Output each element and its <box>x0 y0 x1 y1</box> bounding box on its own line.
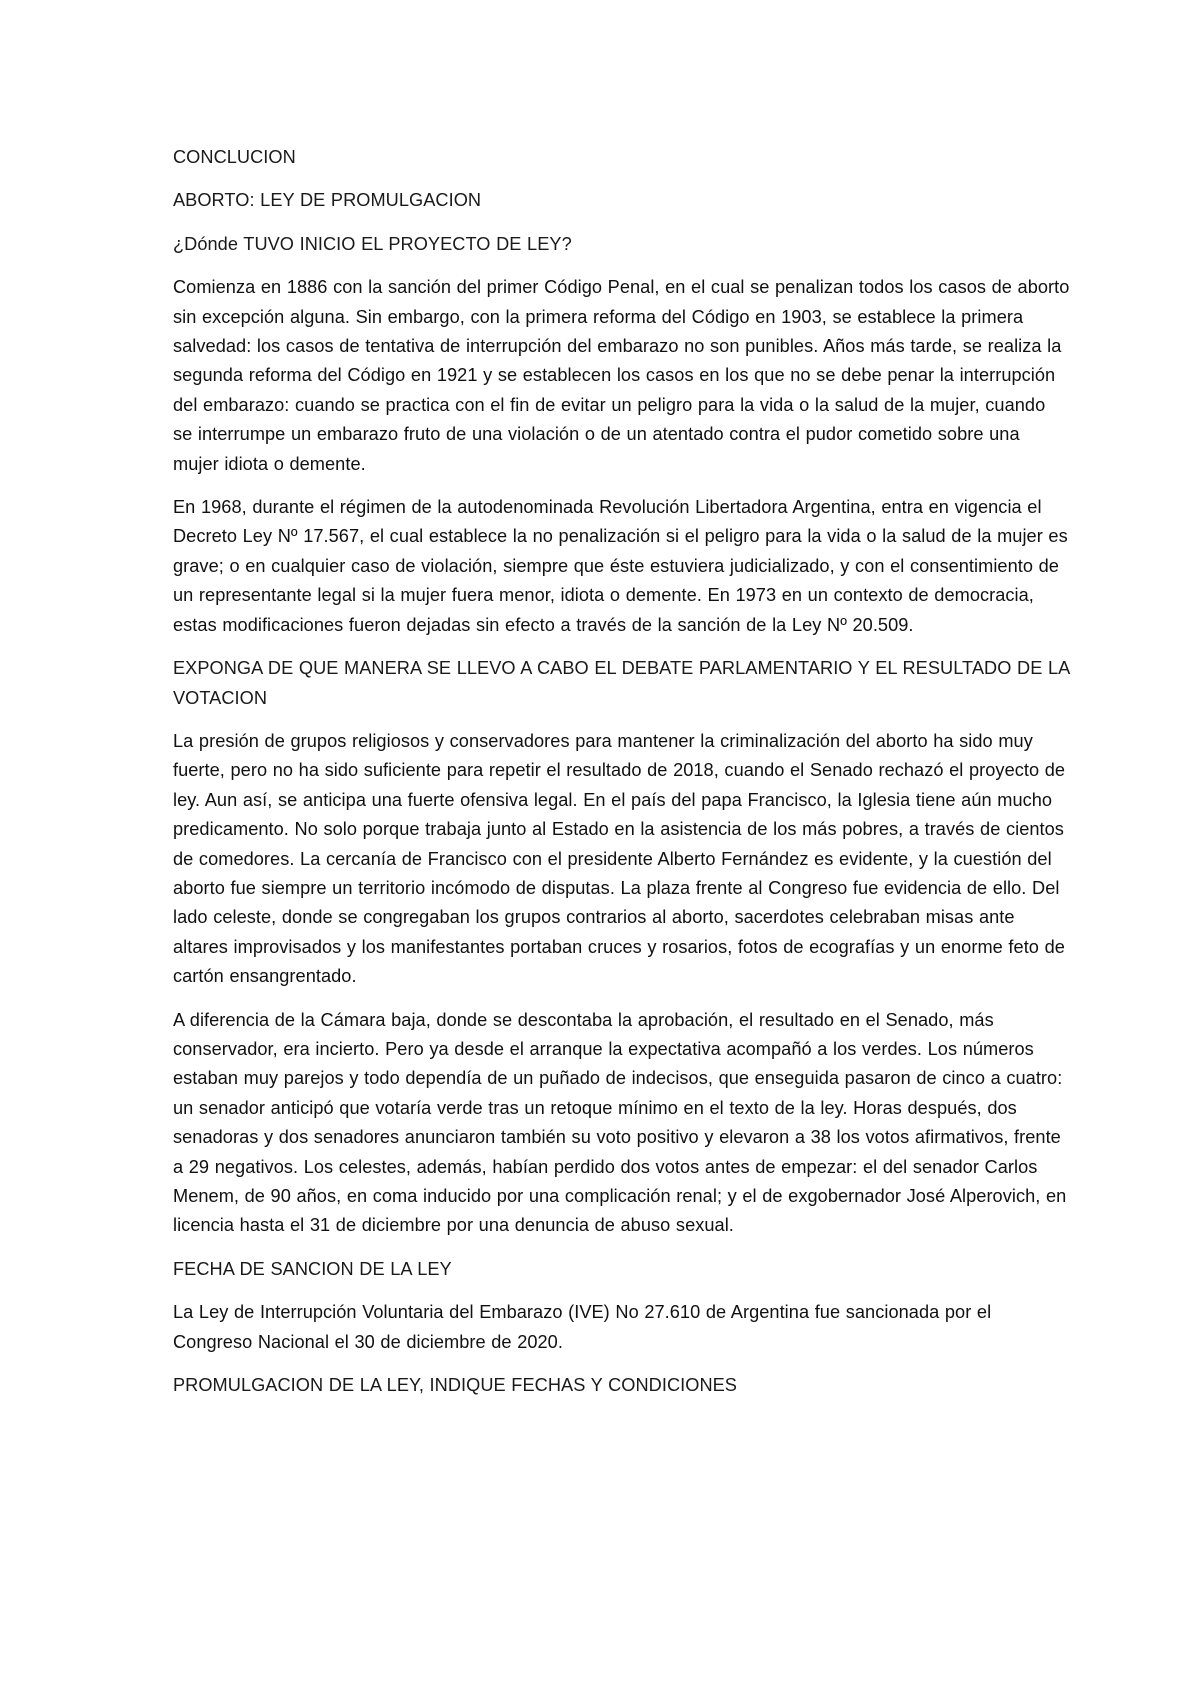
question-heading-promulgation: PROMULGACION DE LA LEY, INDIQUE FECHAS Y CONDICIONES <box>173 1375 737 1396</box>
document-subtitle: ABORTO: LEY DE PROMULGACION <box>173 190 482 211</box>
question-heading-sanction-date: FECHA DE SANCION DE LA LEY <box>173 1258 452 1279</box>
paragraph-senate-vote: A diferencia de la Cámara baja, donde se descontaba la aprobación, el resultado en el Senado, más conservador, era incierto. Pero ya desde el arranque la expectativa acompañó a los verdes. Los números estaban muy parejos y todo dependía de un puñado de indecisos, que enseguida pasaron de cinco a cuatro: un senador anticipó que votaría verde tras un retoque mínimo en el texto de la ley. Horas después, dos senadoras y dos senadores anunciaron también su voto positivo y elevaron a 38 los votos afirmativos, frente a 29 negativos. Los celestes, además, habían perdido dos votos antes de empezar: el del senador Carlos Menem, de 90 años, en coma inducido por una complicación renal; y el de exgobernador José Alperovich, en licencia hasta el 31 de diciembre por una denuncia de abuso sexual. <box>173 1009 1067 1236</box>
paragraph-religious-pressure: La presión de grupos religiosos y conservadores para mantener la criminalización del aborto ha sido muy fuerte, pero no ha sido suficiente para repetir el resultado de 2018, cuando el Senado rechazó el proyecto de ley. Aun así, se anticipa una fuerte ofensiva legal. En el país del papa Francisco, la Iglesia tiene aún mucho predicamento. No solo porque trabaja junto al Estado en la asistencia de los más pobres, a través de cientos de comedores. La cercanía de Francisco con el presidente Alberto Fernández es evidente, y la cuestión del aborto fue siempre un territorio incómodo de disputas. La plaza frente al Congreso fue evidencia de ello. Del lado celeste, donde se congregaban los grupos contrarios al aborto, sacerdotes celebraban misas ante altares improvisados y los manifestantes portaban cruces y rosarios, fotos de ecografías y un enorme feto de cartón ensangrentado. <box>173 730 1066 987</box>
paragraph-sanction-date: La Ley de Interrupción Voluntaria del Embarazo (IVE) No 27.610 de Argentina fue sancionada por el Congreso Nacional el 30 de diciembre de 2020. <box>173 1302 992 1352</box>
document-title: CONCLUCION <box>173 147 296 167</box>
question-heading-debate: EXPONGA DE QUE MANERA SE LLEVO A CABO EL DEBATE PARLAMENTARIO Y EL RESULTADO DE LA VOTACION <box>173 658 1070 708</box>
paragraph-1968-decree: En 1968, durante el régimen de la autodenominada Revolución Libertadora Argentina, entra en vigencia el Decreto Ley Nº 17.567, el cual establece la no penalización si el peligro para la vida o la salud de la mujer es grave; o en cualquier caso de violación, siempre que éste estuviera judicializado, y con el consentimiento de un representante legal si la mujer fuera menor, idiota o demente. En 1973 en un contexto de democracia, estas modificaciones fueron dejadas sin efecto a través de la sanción de la Ley Nº 20.509. <box>173 497 1068 635</box>
paragraph-origin-1886: Comienza en 1886 con la sanción del primer Código Penal, en el cual se penalizan todos los casos de aborto sin excepción alguna. Sin embargo, con la primera reforma del Código en 1903, se establece la primera salvedad: los casos de tentativa de interrupción del embarazo no son punibles. Años más tarde, se realiza la segunda reforma del Código en 1921 y se establecen los casos en los que no se debe penar la interrupción del embarazo: cuando se practica con el fin de evitar un peligro para la vida o la salud de la mujer, cuando se interrumpe un embarazo fruto de una violación o de un atentado contra el pudor cometido sobre una mujer idiota o demente. <box>173 277 1070 474</box>
question-heading-origin: ¿Dónde TUVO INICIO EL PROYECTO DE LEY? <box>173 233 572 254</box>
